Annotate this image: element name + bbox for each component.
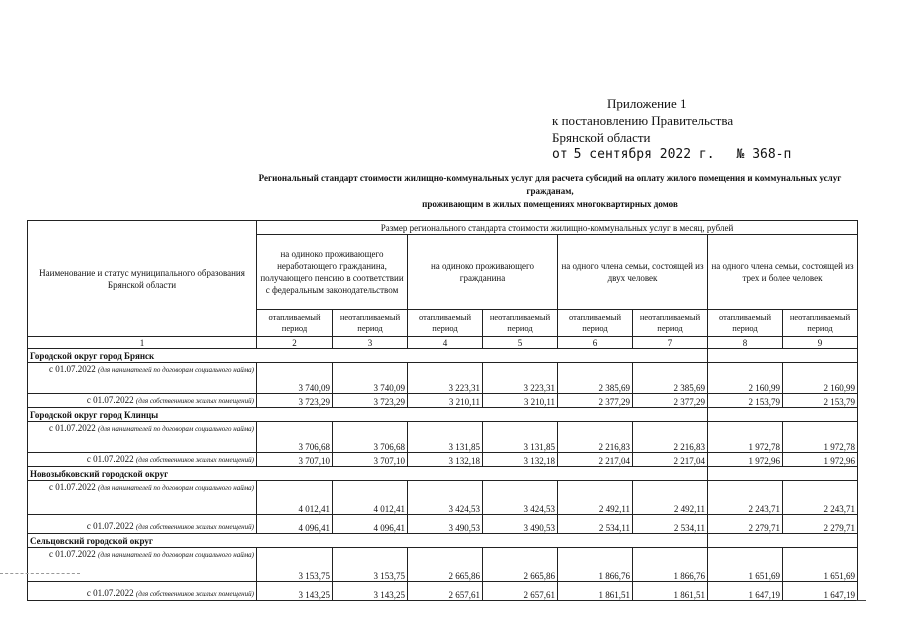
value-cell: 2 216,83 <box>633 422 708 453</box>
row-date: с 01.07.2022 <box>86 395 134 405</box>
row-label <box>28 453 257 467</box>
row-date: с 01.07.2022 <box>86 521 134 531</box>
appendix-from: от <box>552 147 568 162</box>
row-note: (для собственников жилых помещений) <box>135 523 254 531</box>
value-cell: 3 706,68 <box>257 422 333 453</box>
row-label <box>28 394 257 408</box>
value-cell: 3 707,10 <box>333 453 408 467</box>
value-cell: 2 534,11 <box>558 515 633 534</box>
header-group-single: на одиноко проживающего гражданина <box>408 235 558 310</box>
document-title <box>250 172 850 211</box>
value-cell: 2 160,99 <box>783 363 858 394</box>
value-cell: 1 866,76 <box>558 548 633 582</box>
value-cell: 4 012,41 <box>257 481 333 515</box>
value-cell: 1 861,51 <box>558 582 633 601</box>
value-cell: 1 647,19 <box>708 582 783 601</box>
value-cell: 2 217,04 <box>558 453 633 467</box>
value-cell: 2 153,79 <box>783 394 858 408</box>
value-cell: 3 424,53 <box>483 481 558 515</box>
row-label <box>28 422 257 453</box>
appendix-signature-line <box>552 146 791 163</box>
value-cell: 3 210,11 <box>408 394 483 408</box>
table-row <box>28 422 858 453</box>
value-cell: 1 972,78 <box>783 422 858 453</box>
value-cell: 3 132,18 <box>483 453 558 467</box>
value-cell: 2 492,11 <box>558 481 633 515</box>
table-row <box>28 515 858 534</box>
column-index-cell: 6 <box>558 337 633 349</box>
value-cell: 3 132,18 <box>408 453 483 467</box>
row-label <box>28 363 257 394</box>
header-group-family-two: на одного члена семьи, состоящей из двух человек <box>558 235 708 310</box>
value-cell: 3 740,09 <box>257 363 333 394</box>
appendix-number: № 368-п <box>736 147 792 162</box>
value-cell: 3 153,75 <box>333 548 408 582</box>
header-unheated: неотапливаемый период <box>783 310 858 337</box>
section-row <box>28 408 858 422</box>
value-cell: 2 160,99 <box>708 363 783 394</box>
value-cell: 3 223,31 <box>408 363 483 394</box>
value-cell: 3 723,29 <box>257 394 333 408</box>
section-blank-cell <box>708 408 858 422</box>
value-cell: 3 706,68 <box>333 422 408 453</box>
table-row <box>28 481 858 515</box>
section-name: Городской округ город Брянск <box>28 349 708 363</box>
column-index-cell: 7 <box>633 337 708 349</box>
value-cell: 2 377,29 <box>633 394 708 408</box>
column-index-cell: 2 <box>257 337 333 349</box>
value-cell: 2 243,71 <box>708 481 783 515</box>
section-blank-cell <box>708 534 858 548</box>
row-label <box>28 481 257 515</box>
header-standard-size: Размер регионального стандарта стоимости жилищно-коммунальных услуг в месяц, рублей <box>257 221 858 235</box>
row-label <box>28 548 257 582</box>
value-cell: 3 723,29 <box>333 394 408 408</box>
table-row <box>28 394 858 408</box>
value-cell: 1 647,19 <box>783 582 858 601</box>
header-unheated: неотапливаемый период <box>333 310 408 337</box>
value-cell: 2 153,79 <box>708 394 783 408</box>
value-cell: 2 665,86 <box>408 548 483 582</box>
standard-cost-table <box>27 220 858 601</box>
row-date: с 01.07.2022 <box>49 423 96 433</box>
row-note: (для нанимателей по договорам социального найма) <box>98 366 254 374</box>
section-name: Новозыбковский городской округ <box>28 467 708 481</box>
column-index-cell: 8 <box>708 337 783 349</box>
header-group-pensioner: на одиноко проживающего неработающего гражданина, получающего пенсию в соответствии с федеральным законодательством <box>257 235 408 310</box>
value-cell: 3 707,10 <box>257 453 333 467</box>
row-note: (для собственников жилых помещений) <box>135 456 254 464</box>
appendix-title: Приложение 1 <box>607 96 687 111</box>
section-row <box>28 467 858 481</box>
table-row <box>28 363 858 394</box>
value-cell: 2 385,69 <box>558 363 633 394</box>
header-heated: отапливаемый период <box>257 310 333 337</box>
appendix-region: Брянской области <box>552 130 651 145</box>
row-date: с 01.07.2022 <box>49 364 96 374</box>
column-index-row <box>28 337 858 349</box>
header-unheated: неотапливаемый период <box>633 310 708 337</box>
column-index-cell: 9 <box>783 337 858 349</box>
header-heated: отапливаемый период <box>408 310 483 337</box>
value-cell: 4 096,41 <box>333 515 408 534</box>
column-index-cell: 5 <box>483 337 558 349</box>
value-cell: 3 223,31 <box>483 363 558 394</box>
value-cell: 2 492,11 <box>633 481 708 515</box>
value-cell: 2 217,04 <box>633 453 708 467</box>
row-date: с 01.07.2022 <box>86 454 134 464</box>
appendix-resolution: к постановлению Правительства <box>552 113 734 128</box>
section-blank-cell <box>708 467 858 481</box>
value-cell: 2 243,71 <box>783 481 858 515</box>
section-row <box>28 349 858 363</box>
value-cell: 2 216,83 <box>558 422 633 453</box>
row-note: (для собственников жилых помещений) <box>135 397 254 405</box>
section-blank-cell <box>708 349 858 363</box>
value-cell: 1 651,69 <box>783 548 858 582</box>
value-cell: 4 012,41 <box>333 481 408 515</box>
value-cell: 1 972,96 <box>708 453 783 467</box>
value-cell: 2 657,61 <box>483 582 558 601</box>
appendix-date: 5 сентября 2022 г. <box>573 147 715 162</box>
value-cell: 2 657,61 <box>408 582 483 601</box>
value-cell: 1 651,69 <box>708 548 783 582</box>
value-cell: 2 665,86 <box>483 548 558 582</box>
value-cell: 3 131,85 <box>408 422 483 453</box>
value-cell: 1 972,96 <box>783 453 858 467</box>
header-heated: отапливаемый период <box>558 310 633 337</box>
value-cell: 3 490,53 <box>483 515 558 534</box>
value-cell: 3 490,53 <box>408 515 483 534</box>
value-cell: 2 377,29 <box>558 394 633 408</box>
value-cell: 3 153,75 <box>257 548 333 582</box>
table-row <box>28 453 858 467</box>
table-row <box>28 582 858 601</box>
section-name: Сельцовский городской округ <box>28 534 708 548</box>
header-unheated: неотапливаемый период <box>483 310 558 337</box>
title-line-1: Региональный стандарт стоимости жилищно-коммунальных услуг для расчета субсидий на оплату жилого помещения и коммунальных услуг гражданам, <box>258 173 842 196</box>
value-cell: 2 385,69 <box>633 363 708 394</box>
row-label <box>28 582 257 601</box>
row-date: с 01.07.2022 <box>49 482 96 492</box>
header-heated: отапливаемый период <box>708 310 783 337</box>
title-line-2: проживающим в жилых помещениях многоквартирных домов <box>422 199 678 209</box>
value-cell: 3 740,09 <box>333 363 408 394</box>
row-note: (для собственников жилых помещений) <box>135 590 254 598</box>
appendix-block <box>552 95 791 163</box>
column-index-cell: 4 <box>408 337 483 349</box>
value-cell: 3 143,25 <box>333 582 408 601</box>
value-cell: 3 143,25 <box>257 582 333 601</box>
row-date: с 01.07.2022 <box>49 549 96 559</box>
row-note: (для нанимателей по договорам социального найма) <box>98 484 254 492</box>
table-row <box>28 548 858 582</box>
section-row <box>28 534 858 548</box>
column-index-cell: 1 <box>28 337 257 349</box>
header-group-family-three: на одного члена семьи, состоящей из трех и более человек <box>708 235 858 310</box>
value-cell: 3 424,53 <box>408 481 483 515</box>
value-cell: 2 279,71 <box>708 515 783 534</box>
value-cell: 1 972,78 <box>708 422 783 453</box>
section-name: Городской округ город Клинцы <box>28 408 708 422</box>
scan-artifact-mark <box>856 600 866 601</box>
column-index-cell: 3 <box>333 337 408 349</box>
value-cell: 2 279,71 <box>783 515 858 534</box>
value-cell: 1 866,76 <box>633 548 708 582</box>
value-cell: 3 210,11 <box>483 394 558 408</box>
table-body <box>28 349 858 601</box>
value-cell: 4 096,41 <box>257 515 333 534</box>
scan-artifact-line <box>0 573 80 574</box>
row-note: (для нанимателей по договорам социального найма) <box>98 551 254 559</box>
row-label <box>28 515 257 534</box>
row-date: с 01.07.2022 <box>86 588 134 598</box>
value-cell: 2 534,11 <box>633 515 708 534</box>
value-cell: 1 861,51 <box>633 582 708 601</box>
value-cell: 3 131,85 <box>483 422 558 453</box>
row-note: (для нанимателей по договорам социального найма) <box>98 425 254 433</box>
header-municipality-name: Наименование и статус муниципального образования Брянской области <box>28 221 257 337</box>
